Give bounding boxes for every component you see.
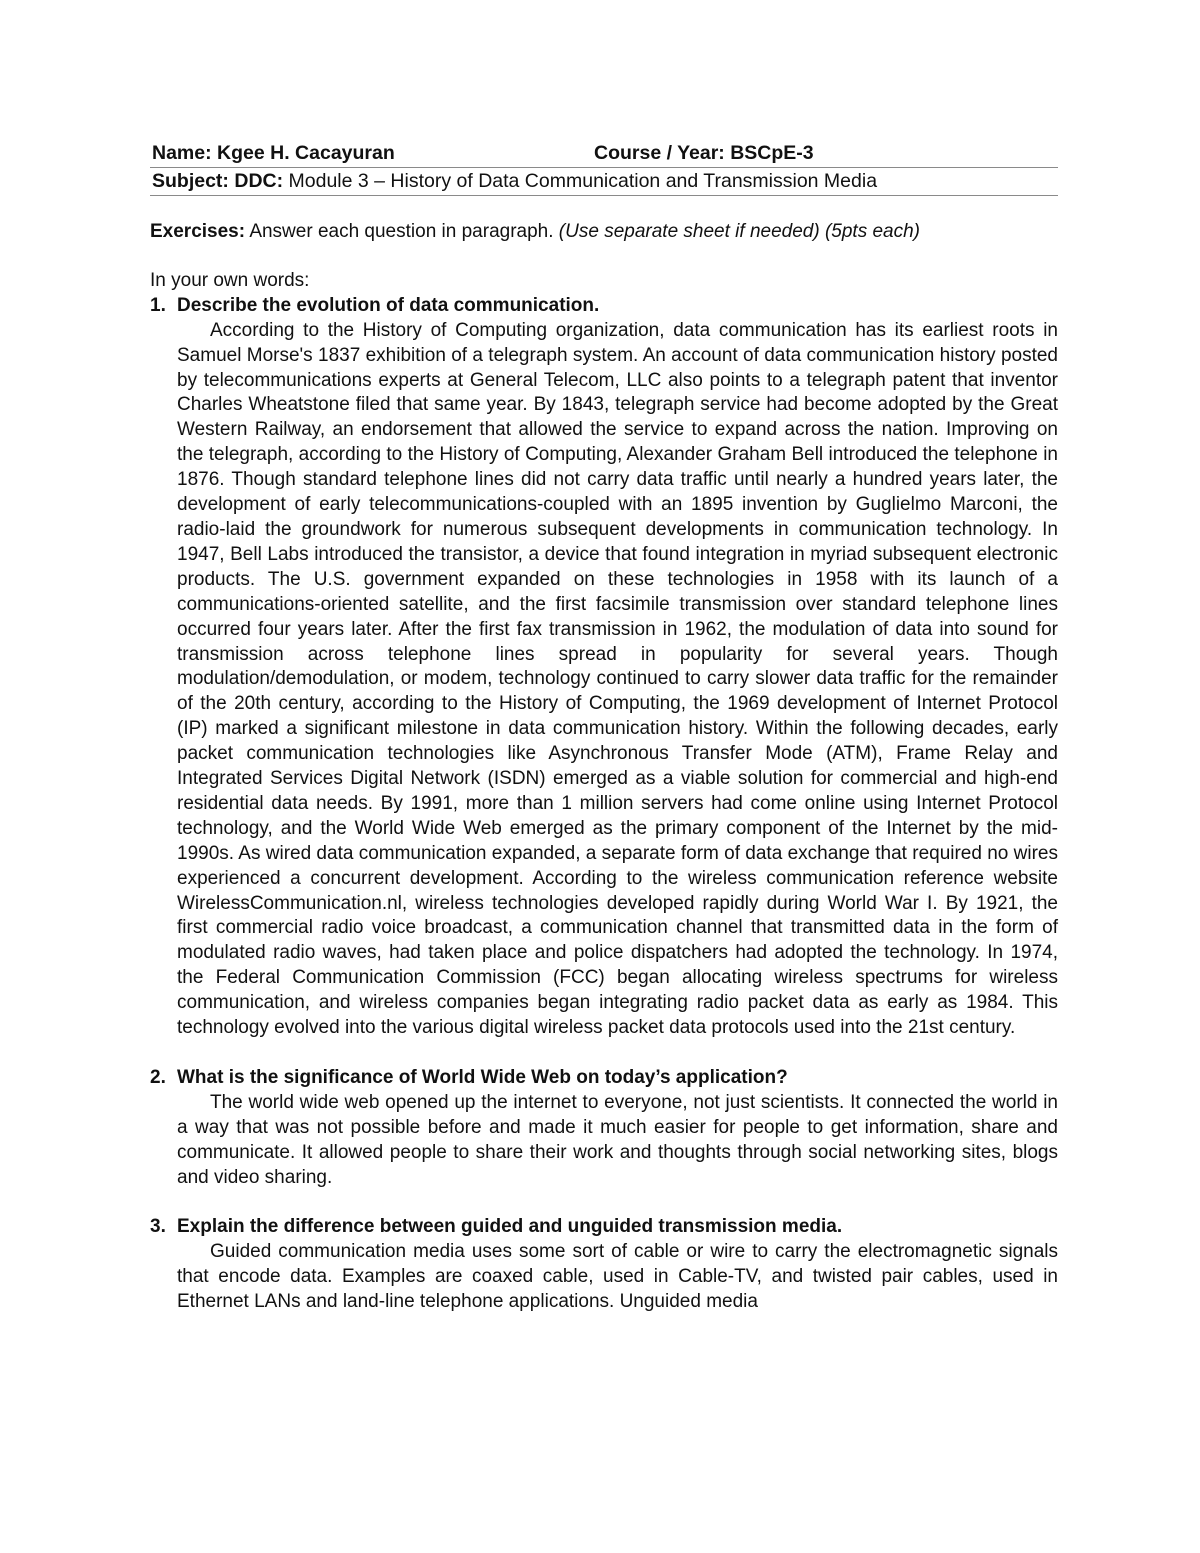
- answer-3: Guided communication media uses some sort of cable or wire to carry the electromagnetic signals that encode data. Examples are coaxed cable, used in Cable-TV, and twisted pair cables, used in Ethernet LANs and land-line telephone applications. Unguided media: [177, 1241, 1058, 1313]
- exercises-note: (Use separate sheet if needed) (5pts each): [558, 221, 921, 242]
- subject-code: DDC:: [234, 170, 284, 192]
- name-value: Kgee H. Cacayuran: [217, 142, 395, 164]
- question-1-heading: [150, 294, 1058, 319]
- course-field: [594, 140, 814, 167]
- course-value: BSCpE-3: [730, 142, 814, 164]
- question-1-text: Describe the evolution of data communication.: [177, 294, 600, 316]
- course-label: Course / Year:: [594, 142, 725, 164]
- exercises-instruction: [150, 220, 1058, 245]
- spacer: [150, 1041, 1058, 1066]
- question-1-number: 1.: [150, 294, 166, 316]
- question-3-text: Explain the difference between guided and unguided transmission media.: [177, 1216, 843, 1238]
- question-3-number: 3.: [150, 1216, 166, 1238]
- answer-1: According to the History of Computing organization, data communication has its earliest roots in Samuel Morse's 1837 exhibition of a telegraph system. An account of data communication history posted by telecommunications experts at General Telecom, LLC also points to a telegraph patent that inventor Charles Wheatstone filed that same year. By 1843, telegraph service had become adopted by the Great Western Railway, an endorsement that allowed the service to expand across the nation. Improving on the telegraph, according to the History of Computing, Alexander Graham Bell introduced the telephone in 1876. Though standard telephone lines did not carry data traffic until nearly a hundred years later, the development of early telecommunications-coupled with an 1895 invention by Guglielmo Marconi, the radio-laid the groundwork for numerous subsequent developments in communication technology. In 1947, Bell Labs introduced the transistor, a device that found integration in myriad subsequent electronic products. The U.S. government expanded on these technologies in 1958 with its launch of a communications-oriented satellite, and the first facsimile transmission over standard telephone lines occurred four years later. After the first fax transmission in 1962, the modulation of data into sound for transmission across telephone lines spread in popularity for several years. Though modulation/demodulation, or modem, technology continued to carry slower data traffic for the remainder of the 20th century, according to the History of Computing, the 1969 development of Internet Protocol (IP) marked a significant milestone in data communication history. Within the following decades, early packet communication technologies like Asynchronous Transfer Mode (ATM), Frame Relay and Integrated Services Digital Network (ISDN) emerged as a viable solution for commercial and high-end residential data needs. By 1991, more than 1 million servers had come online using Internet Protocol technology, and the World Wide Web emerged as the primary component of the Internet by the mid-1990s. As wired data communication expanded, a separate form of data exchange that required no wires experienced a concurrent development. According to the wireless communication reference website WirelessCommunication.nl, wireless technologies developed rapidly during World War I. By 1921, the first commercial radio voice broadcast, a communication channel that transmitted data in the form of modulated radio waves, had taken place and police dispatchers had adopted the technology. In 1974, the Federal Communication Commission (FCC) began allocating wireless spectrums for wireless communication, and wireless companies began integrating radio packet data as early as 1984. This technology evolved into the various digital wireless packet data protocols used into the 21st century.: [177, 319, 1058, 1039]
- subject-value: Module 3 – History of Data Communication and Transmission Media: [288, 170, 878, 192]
- document-page: [150, 140, 1058, 1315]
- spacer: [150, 1190, 1058, 1215]
- name-label: Name:: [152, 142, 212, 164]
- header-rule-bottom: [150, 195, 1058, 196]
- question-2-heading: [150, 1066, 1058, 1091]
- intro-text: In your own words:: [150, 269, 310, 291]
- header-row: [150, 140, 1058, 167]
- exercises-text: Answer each question in paragraph.: [249, 221, 554, 242]
- question-3-heading: [150, 1215, 1058, 1240]
- name-field: [152, 140, 395, 167]
- question-2-text: What is the significance of World Wide Web on today’s application?: [177, 1066, 788, 1088]
- question-2-number: 2.: [150, 1066, 166, 1088]
- subject-label: Subject:: [152, 170, 229, 192]
- answer-2: The world wide web opened up the internet to everyone, not just scientists. It connected the world in a way that was not possible before and made it much easier for people to get information, share and communicate. It allowed people to share their work and thoughts through social networking sites, blogs and video sharing.: [177, 1091, 1058, 1188]
- exercises-label: Exercises:: [150, 221, 246, 242]
- subject-row: [150, 168, 1058, 195]
